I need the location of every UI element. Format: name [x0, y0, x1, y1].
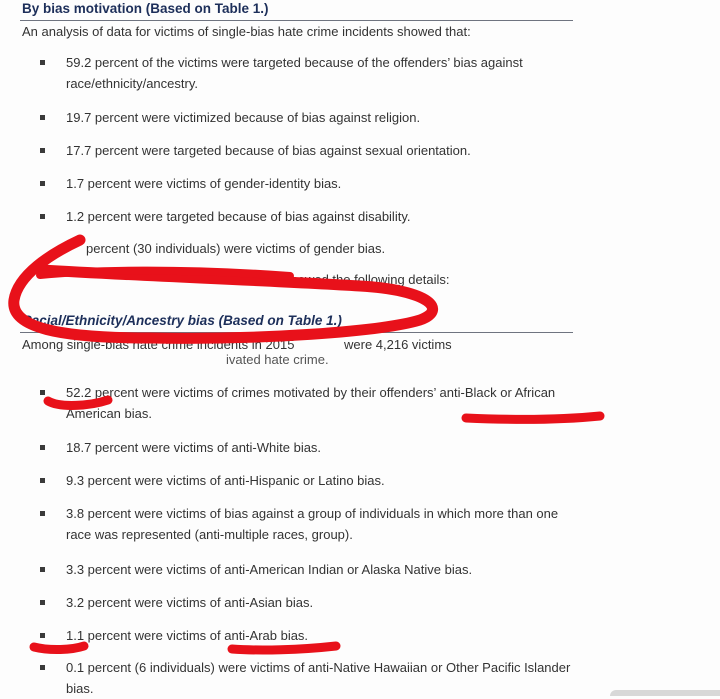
bullet-icon [40, 567, 45, 572]
annotation-underline-1-1 [34, 646, 84, 650]
list-item: 17.7 percent were targeted because of bias against sexual orientation. [40, 140, 580, 161]
list-item: 1.1 percent were victims of anti-Arab bias. [40, 625, 580, 646]
bullet-icon [40, 181, 45, 186]
annotation-blob [40, 271, 290, 276]
page-edge-shadow [610, 690, 720, 696]
section-intro: An analysis of data for victims of single-bias hate crime incidents showed that: [22, 24, 471, 39]
section-intro-end: were 4,216 victims [344, 337, 452, 352]
list-item: 3.8 percent were victims of bias against a group of individuals in which more than one race was represented (anti-multiple races, group). [40, 503, 580, 545]
section-intro-start: Among single-bias hate crime incidents in 2015 [22, 337, 295, 352]
bullet-icon [40, 478, 45, 483]
bullet-icon [40, 214, 45, 219]
list-item: 19.7 percent were victimized because of bias against religion. [40, 107, 580, 128]
bullet-icon [40, 633, 45, 638]
list-item-partial: percent (30 individuals) were victims of gender bias. [86, 241, 386, 256]
list-item: 3.2 percent were victims of anti-Asian bias. [40, 592, 580, 613]
list-item: 9.3 percent were victims of anti-Hispanic or Latino bias. [40, 470, 580, 491]
text-fragment: showed the following details: [284, 272, 450, 287]
bullet-icon [40, 445, 45, 450]
list-item: 52.2 percent were victims of crimes motivated by their offenders’ anti-Black or African American bias. [40, 382, 580, 424]
bullet-icon [40, 665, 45, 670]
bullet-icon [40, 511, 45, 516]
heading-divider [20, 332, 573, 333]
annotation-underline-anti-arab [232, 646, 336, 650]
list-item: 18.7 percent were victims of anti-White bias. [40, 437, 580, 458]
list-item: 1.7 percent were victims of gender-identity bias. [40, 173, 580, 194]
section-heading-bias-motivation: By bias motivation (Based on Table 1.) [22, 1, 269, 16]
list-item: 3.3 percent were victims of anti-American Indian or Alaska Native bias. [40, 559, 580, 580]
section-intro-line2: ivated hate crime. [226, 352, 329, 367]
bullet-icon [40, 115, 45, 120]
section-heading-racial-bias: Racial/Ethnicity/Ancestry bias (Based on Table 1.) [22, 313, 342, 328]
list-item: 1.2 percent were targeted because of bias against disability. [40, 206, 580, 227]
bullet-icon [40, 600, 45, 605]
heading-divider [20, 20, 573, 21]
bullet-icon [40, 148, 45, 153]
list-item: 59.2 percent of the victims were targeted because of the offenders’ bias against race/ethnicity/ancestry. [40, 52, 580, 94]
bullet-icon [40, 60, 45, 65]
list-item: 0.1 percent (6 individuals) were victims of anti-Native Hawaiian or Other Pacific Islander bias. [40, 657, 580, 699]
bullet-icon [40, 390, 45, 395]
